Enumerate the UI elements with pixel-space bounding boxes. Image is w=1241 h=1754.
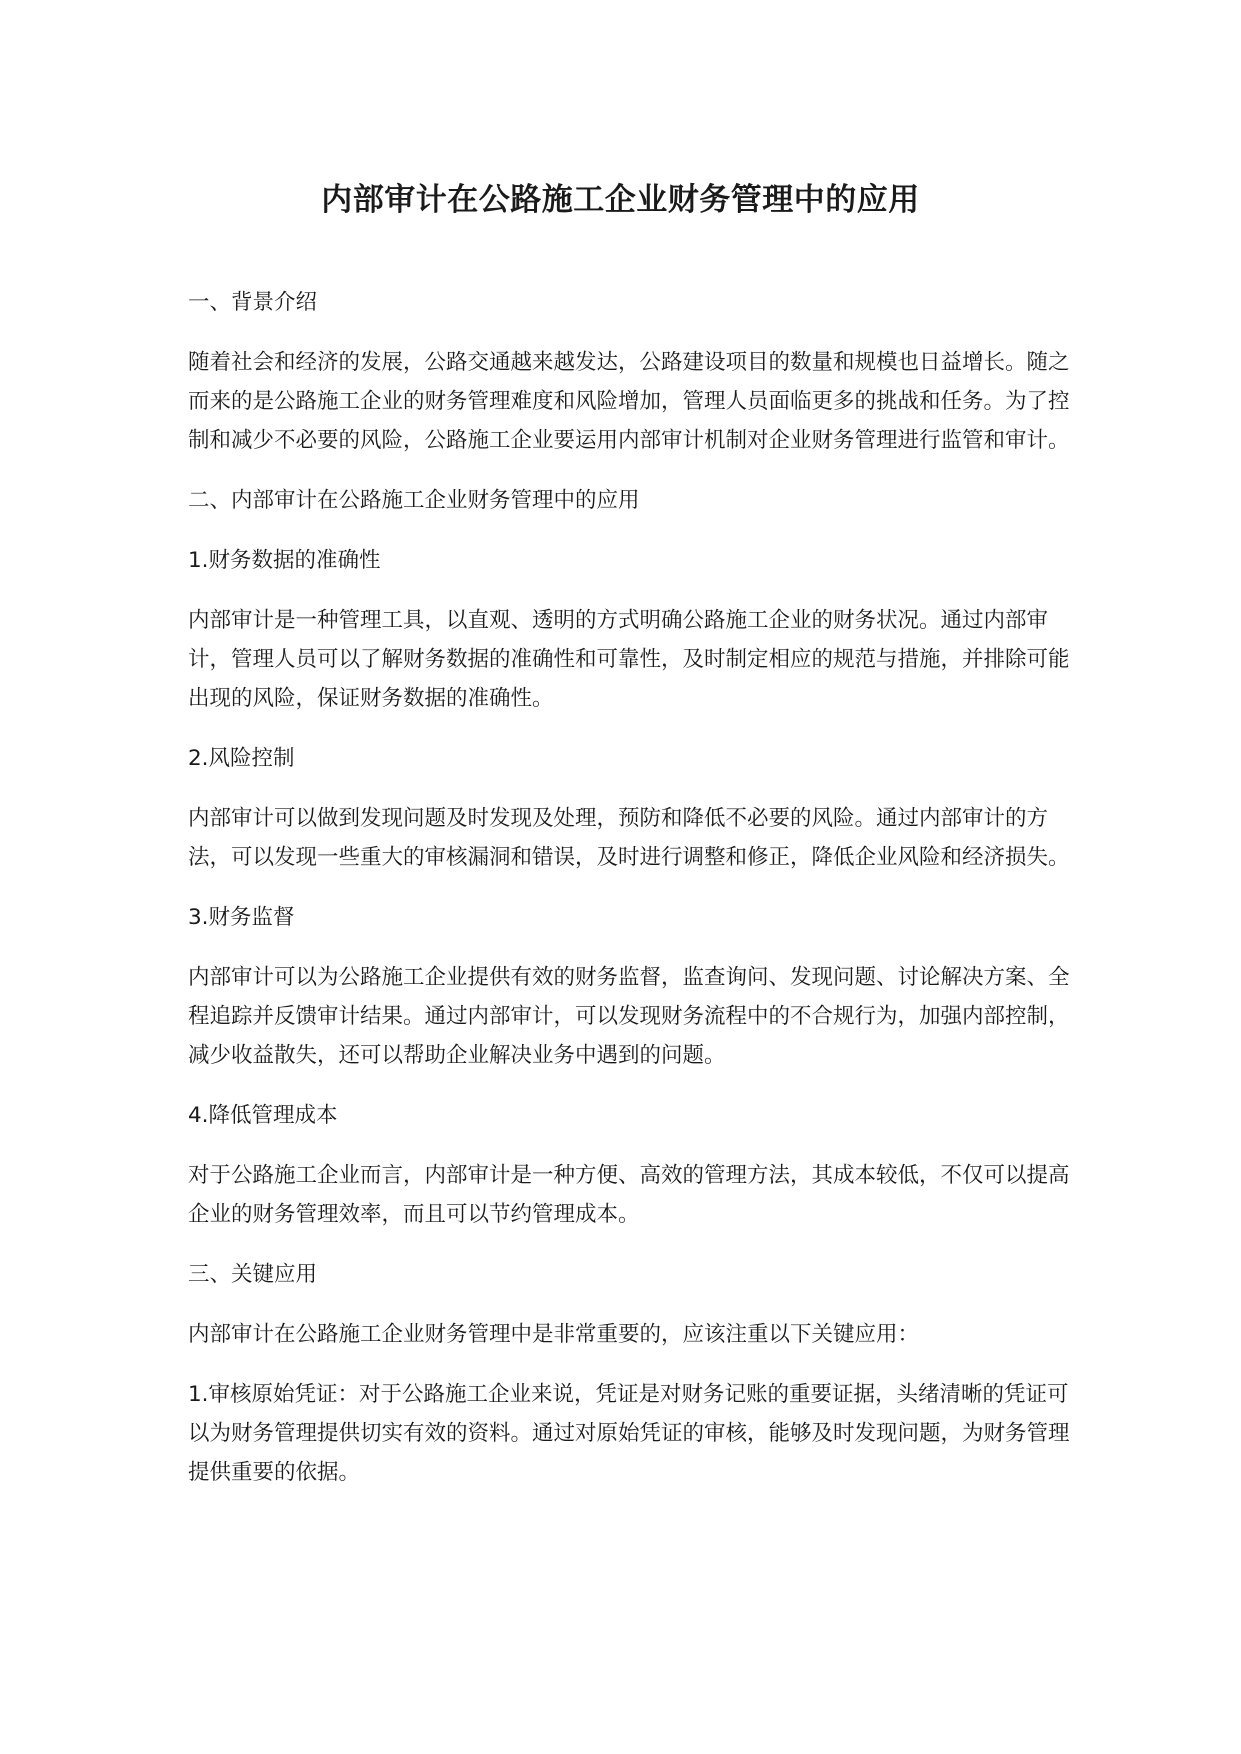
paragraph-reduce-cost: 对于公路施工企业而言，内部审计是一种方便、高效的管理方法，其成本较低，不仅可以提高企业的财务管理效率，而且可以节约管理成本。 (188, 1163, 1070, 1227)
document-title: 内部审计在公路施工企业财务管理中的应用 (321, 182, 920, 218)
paragraph-background: 随着社会和经济的发展，公路交通越来越发达，公路建设项目的数量和规模也日益增长。随之而来的是公路施工企业的财务管理难度和风险增加，管理人员面临更多的挑战和任务。为了控制和减少不必要的风险，公路施工企业要运用内部审计机制对企业财务管理进行监管和审计。 (188, 350, 1070, 453)
paragraph-data-accuracy: 内部审计是一种管理工具，以直观、透明的方式明确公路施工企业的财务状况。通过内部审计，管理人员可以了解财务数据的准确性和可靠性，及时制定相应的规范与措施，并排除可能出现的风险，保证财务数据的准确性。 (188, 608, 1070, 711)
paragraph-review-vouchers: 1.审核原始凭证：对于公路施工企业来说，凭证是对财务记账的重要证据，头绪清晰的凭证可以为财务管理提供切实有效的资料。通过对原始凭证的审核，能够及时发现问题，为财务管理提供重要的依据。 (188, 1382, 1070, 1485)
subheading-reduce-cost: 4.降低管理成本 (188, 1103, 338, 1128)
document-body (188, 283, 1088, 1513)
section-heading-application: 二、内部审计在公路施工企业财务管理中的应用 (188, 488, 640, 513)
subheading-financial-supervision: 3.财务监督 (188, 905, 295, 930)
paragraph-key-applications-intro: 内部审计在公路施工企业财务管理中是非常重要的，应该注重以下关键应用： (188, 1322, 920, 1347)
subheading-risk-control: 2.风险控制 (188, 746, 295, 771)
section-heading-background: 一、背景介绍 (188, 290, 318, 315)
section-heading-key-applications: 三、关键应用 (188, 1262, 318, 1287)
paragraph-financial-supervision: 内部审计可以为公路施工企业提供有效的财务监督，监查询问、发现问题、讨论解决方案、全程追踪并反馈审计结果。通过内部审计，可以发现财务流程中的不合规行为，加强内部控制，减少收益散失，还可以帮助企业解决业务中遇到的问题。 (188, 965, 1070, 1068)
subheading-data-accuracy: 1.财务数据的准确性 (188, 548, 381, 573)
paragraph-risk-control: 内部审计可以做到发现问题及时发现及处理，预防和降低不必要的风险。通过内部审计的方法，可以发现一些重大的审核漏洞和错误，及时进行调整和修正，降低企业风险和经济损失。 (188, 806, 1070, 870)
